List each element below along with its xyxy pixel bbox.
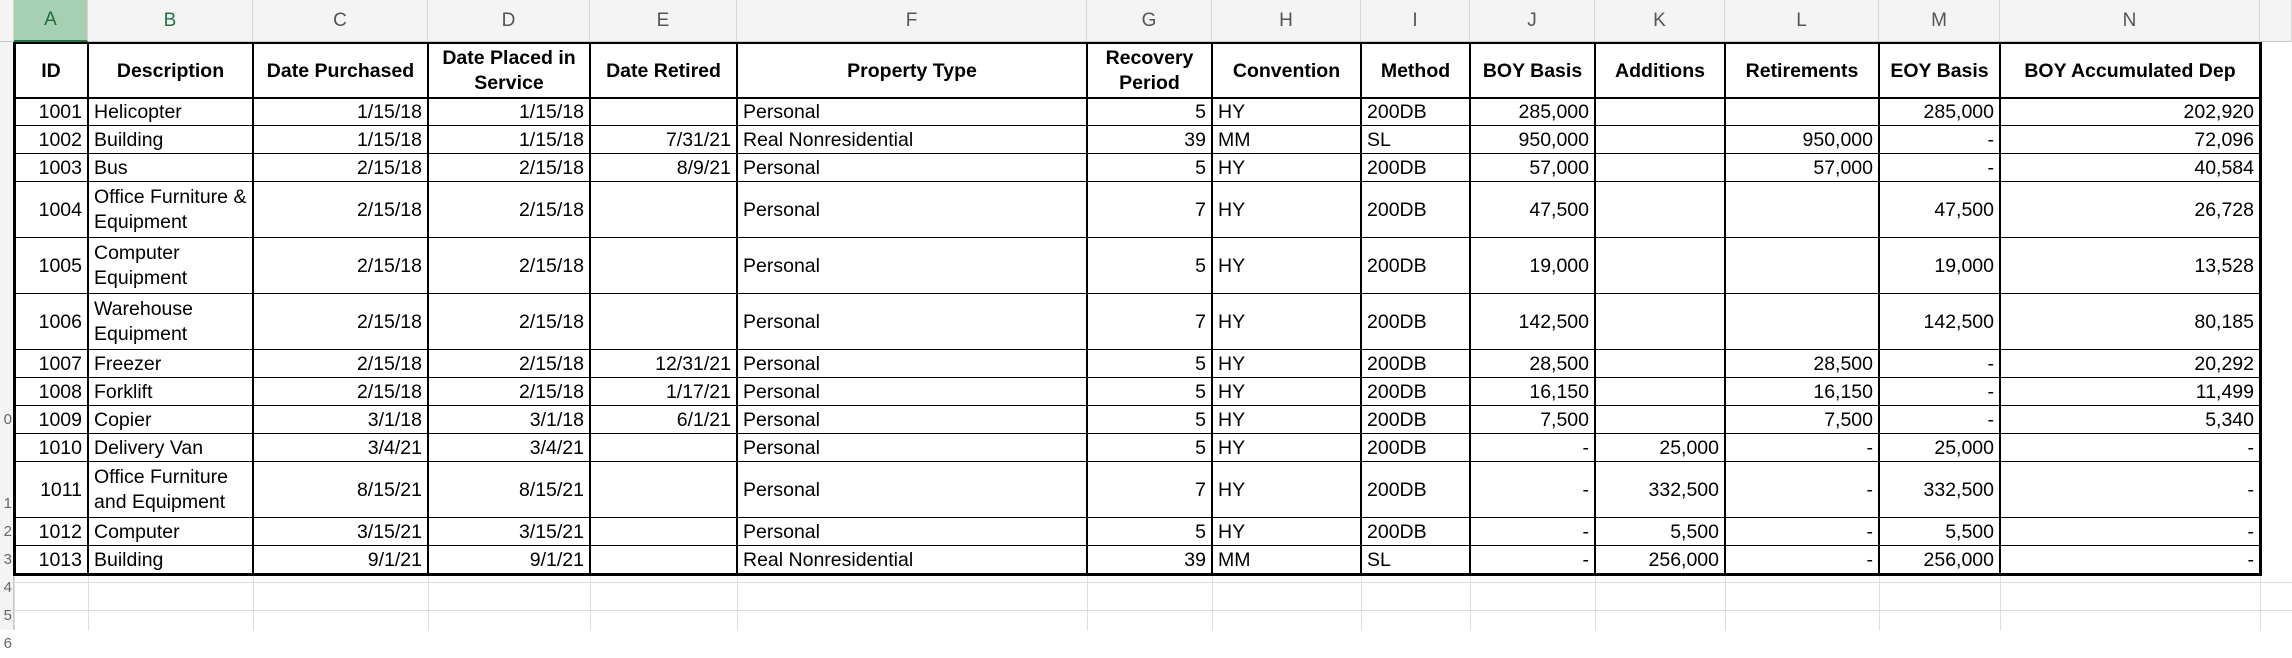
column-header-j[interactable]: J bbox=[1470, 0, 1595, 42]
cell-date-purchased[interactable]: 1/15/18 bbox=[356, 101, 422, 123]
cell-method[interactable]: 200DB bbox=[1367, 409, 1427, 431]
cell-recovery-period[interactable]: 5 bbox=[1195, 353, 1206, 375]
row-number[interactable]: 3 bbox=[3, 551, 12, 568]
header-cell-date-placed-in-service[interactable]: Date Placed in Service bbox=[442, 47, 576, 94]
cell-date-placed-in-service[interactable]: 2/15/18 bbox=[518, 353, 584, 375]
cell-retirements[interactable]: - bbox=[1866, 521, 1873, 543]
cell-description[interactable]: Computer Equipment bbox=[94, 242, 188, 289]
cell-method[interactable]: 200DB bbox=[1367, 479, 1427, 501]
cell-date-purchased[interactable]: 2/15/18 bbox=[356, 381, 422, 403]
header-cell-retirements[interactable]: Retirements bbox=[1745, 59, 1859, 82]
cell-method[interactable]: 200DB bbox=[1367, 381, 1427, 403]
row-border bbox=[14, 125, 2262, 126]
cell-recovery-period[interactable]: 5 bbox=[1195, 521, 1206, 543]
cell-retirements[interactable]: - bbox=[1866, 479, 1873, 501]
column-header-b[interactable]: B bbox=[88, 0, 253, 42]
cell-date-placed-in-service[interactable]: 2/15/18 bbox=[518, 157, 584, 179]
column-header-a[interactable]: A bbox=[14, 0, 88, 42]
cell-additions[interactable] bbox=[1595, 378, 1725, 406]
cell-recovery-period[interactable]: 5 bbox=[1195, 157, 1206, 179]
cell-id[interactable]: 1007 bbox=[38, 353, 82, 375]
cell-method[interactable]: 200DB bbox=[1367, 311, 1427, 333]
cell-convention[interactable]: HY bbox=[1218, 353, 1246, 375]
cell-eoy-basis[interactable]: 25,000 bbox=[1934, 437, 1994, 459]
cell-date-purchased[interactable]: 2/15/18 bbox=[356, 311, 422, 333]
cell-retirements[interactable]: 7,500 bbox=[1824, 409, 1873, 431]
cell-eoy-basis[interactable]: - bbox=[1987, 409, 1994, 431]
column-header-c[interactable]: C bbox=[253, 0, 428, 42]
cell-property-type[interactable]: Personal bbox=[743, 101, 820, 123]
select-all-corner[interactable] bbox=[0, 0, 14, 42]
column-header-n[interactable]: N bbox=[2000, 0, 2260, 42]
cell-retirements[interactable]: - bbox=[1866, 437, 1873, 459]
cell-description[interactable]: Warehouse Equipment bbox=[94, 298, 193, 345]
cell-date-purchased[interactable]: 1/15/18 bbox=[356, 129, 422, 151]
cell-eoy-basis[interactable]: 142,500 bbox=[1923, 311, 1994, 333]
cell-date-placed-in-service[interactable]: 3/1/18 bbox=[529, 409, 584, 431]
cell-recovery-period[interactable]: 7 bbox=[1195, 479, 1206, 501]
cell-description[interactable]: Building bbox=[94, 129, 164, 151]
cell-additions[interactable] bbox=[1595, 294, 1725, 350]
cell-date-retired[interactable]: 12/31/21 bbox=[655, 353, 731, 375]
cell-eoy-basis[interactable]: - bbox=[1987, 381, 1994, 403]
cell-boy-basis[interactable]: 47,500 bbox=[1529, 199, 1589, 221]
cell-boy-accumulated-dep[interactable]: - bbox=[2247, 437, 2254, 459]
cell-recovery-period[interactable]: 5 bbox=[1195, 255, 1206, 277]
header-cell-id[interactable]: ID bbox=[41, 59, 61, 82]
cell-id[interactable]: 1008 bbox=[38, 381, 82, 403]
cell-date-retired[interactable]: 8/9/21 bbox=[676, 157, 731, 179]
cell-method[interactable]: 200DB bbox=[1367, 353, 1427, 375]
row-border bbox=[14, 237, 2262, 238]
cell-description[interactable]: Delivery Van bbox=[94, 437, 204, 459]
cell-convention[interactable]: MM bbox=[1218, 129, 1251, 151]
gridline-h bbox=[14, 582, 2292, 583]
row-number[interactable]: 2 bbox=[3, 523, 12, 540]
cell-id[interactable]: 1001 bbox=[38, 101, 82, 123]
cell-recovery-period[interactable]: 5 bbox=[1195, 381, 1206, 403]
column-header-f[interactable]: F bbox=[737, 0, 1087, 42]
header-cell-date-retired[interactable]: Date Retired bbox=[606, 59, 721, 82]
cell-date-retired[interactable] bbox=[590, 294, 737, 350]
cell-date-retired[interactable]: 6/1/21 bbox=[676, 409, 731, 431]
cell-convention[interactable]: HY bbox=[1218, 521, 1246, 543]
cell-property-type[interactable]: Personal bbox=[743, 353, 820, 375]
cell-recovery-period[interactable]: 7 bbox=[1195, 199, 1206, 221]
table-border-v bbox=[736, 42, 738, 576]
cell-boy-basis[interactable]: 28,500 bbox=[1529, 353, 1589, 375]
cell-boy-accumulated-dep[interactable]: 20,292 bbox=[2194, 353, 2254, 375]
table-border-v bbox=[2259, 42, 2262, 576]
cell-eoy-basis[interactable]: - bbox=[1987, 129, 1994, 151]
row-border bbox=[14, 545, 2262, 546]
cell-date-placed-in-service[interactable]: 3/15/21 bbox=[518, 521, 584, 543]
cell-date-retired[interactable] bbox=[590, 98, 737, 126]
cell-eoy-basis[interactable]: 332,500 bbox=[1923, 479, 1994, 501]
cell-retirements[interactable] bbox=[1725, 238, 1879, 294]
cell-eoy-basis[interactable]: 256,000 bbox=[1923, 549, 1994, 571]
header-cell-description[interactable]: Description bbox=[116, 59, 225, 82]
cell-date-purchased[interactable]: 2/15/18 bbox=[356, 157, 422, 179]
cell-recovery-period[interactable]: 7 bbox=[1195, 311, 1206, 333]
cell-method[interactable]: 200DB bbox=[1367, 157, 1427, 179]
cell-boy-accumulated-dep[interactable]: - bbox=[2247, 549, 2254, 571]
column-header-i[interactable]: I bbox=[1361, 0, 1470, 42]
header-cell-boy-basis[interactable]: BOY Basis bbox=[1482, 59, 1583, 82]
cell-property-type[interactable]: Personal bbox=[743, 199, 820, 221]
cell-property-type[interactable]: Personal bbox=[743, 521, 820, 543]
table-border-v bbox=[1878, 42, 1880, 576]
cell-date-placed-in-service[interactable]: 9/1/21 bbox=[529, 549, 584, 571]
cell-additions[interactable]: 256,000 bbox=[1648, 549, 1719, 571]
column-header-g[interactable]: G bbox=[1087, 0, 1212, 42]
cell-retirements[interactable] bbox=[1725, 294, 1879, 350]
row-number[interactable]: 5 bbox=[3, 607, 12, 624]
table-border-top bbox=[14, 42, 2262, 44]
cell-additions[interactable] bbox=[1595, 154, 1725, 182]
cell-boy-basis[interactable]: 285,000 bbox=[1518, 101, 1589, 123]
cell-boy-accumulated-dep[interactable]: 26,728 bbox=[2194, 199, 2254, 221]
cell-date-purchased[interactable]: 3/4/21 bbox=[367, 437, 422, 459]
cell-property-type[interactable]: Real Nonresidential bbox=[743, 129, 914, 151]
cell-date-placed-in-service[interactable]: 1/15/18 bbox=[518, 101, 584, 123]
table-border-v bbox=[1469, 42, 1471, 576]
cell-property-type[interactable]: Personal bbox=[743, 381, 820, 403]
row-border bbox=[14, 517, 2262, 518]
cell-id[interactable]: 1012 bbox=[38, 521, 82, 543]
gridline-h bbox=[14, 610, 2292, 611]
row-border bbox=[14, 349, 2262, 350]
cell-convention[interactable]: HY bbox=[1218, 199, 1246, 221]
cell-description[interactable]: Forklift bbox=[94, 381, 153, 403]
cell-date-placed-in-service[interactable]: 1/15/18 bbox=[518, 129, 584, 151]
cell-id[interactable]: 1011 bbox=[40, 479, 82, 501]
table-border-v bbox=[589, 42, 591, 576]
cell-date-retired[interactable] bbox=[590, 238, 737, 294]
cell-boy-accumulated-dep[interactable]: 13,528 bbox=[2194, 255, 2254, 277]
cell-property-type[interactable]: Personal bbox=[743, 311, 820, 333]
cell-date-placed-in-service[interactable]: 2/15/18 bbox=[518, 311, 584, 333]
cell-retirements[interactable] bbox=[1725, 98, 1879, 126]
row-border bbox=[14, 377, 2262, 378]
column-header-k[interactable]: K bbox=[1595, 0, 1725, 42]
cell-description[interactable]: Helicopter bbox=[94, 101, 182, 123]
header-cell-convention[interactable]: Convention bbox=[1232, 59, 1341, 82]
table-border-v bbox=[1999, 42, 2001, 576]
column-header-h[interactable]: H bbox=[1212, 0, 1361, 42]
table-border-v bbox=[1360, 42, 1362, 576]
cell-eoy-basis[interactable]: - bbox=[1987, 353, 1994, 375]
cell-recovery-period[interactable]: 5 bbox=[1195, 437, 1206, 459]
cell-description[interactable]: Building bbox=[94, 549, 164, 571]
header-bottom-border bbox=[14, 97, 2262, 99]
table-border-v bbox=[1594, 42, 1596, 576]
cell-id[interactable]: 1005 bbox=[38, 255, 82, 277]
cell-retirements[interactable]: 950,000 bbox=[1802, 129, 1873, 151]
cell-boy-basis[interactable]: - bbox=[1582, 437, 1589, 459]
cell-additions[interactable] bbox=[1595, 126, 1725, 154]
cell-convention[interactable]: HY bbox=[1218, 255, 1246, 277]
cell-eoy-basis[interactable]: 285,000 bbox=[1923, 101, 1994, 123]
cell-boy-basis[interactable]: 7,500 bbox=[1540, 409, 1589, 431]
table-border-v bbox=[1086, 42, 1088, 576]
row-border bbox=[14, 405, 2262, 406]
cell-boy-accumulated-dep[interactable]: - bbox=[2247, 521, 2254, 543]
header-cell-date-purchased[interactable]: Date Purchased bbox=[266, 59, 415, 82]
cell-additions[interactable]: 332,500 bbox=[1648, 479, 1719, 501]
cell-convention[interactable]: MM bbox=[1218, 549, 1251, 571]
cell-recovery-period[interactable]: 5 bbox=[1195, 101, 1206, 123]
column-header-filler bbox=[2260, 0, 2292, 42]
cell-method[interactable]: 200DB bbox=[1367, 101, 1427, 123]
cell-property-type[interactable]: Personal bbox=[743, 409, 820, 431]
table-border-v bbox=[427, 42, 429, 576]
cell-eoy-basis[interactable]: 5,500 bbox=[1945, 521, 1994, 543]
cell-boy-accumulated-dep[interactable]: 11,499 bbox=[2195, 381, 2254, 403]
cell-date-retired[interactable] bbox=[590, 546, 737, 574]
cell-retirements[interactable] bbox=[1725, 182, 1879, 238]
cell-id[interactable]: 1010 bbox=[38, 437, 82, 459]
cell-convention[interactable]: HY bbox=[1218, 157, 1246, 179]
cell-id[interactable]: 1002 bbox=[38, 129, 82, 151]
cell-date-purchased[interactable]: 9/1/21 bbox=[367, 549, 422, 571]
row-number[interactable]: 6 bbox=[3, 635, 12, 652]
cell-convention[interactable]: HY bbox=[1218, 437, 1246, 459]
cell-description[interactable]: Computer bbox=[94, 521, 180, 543]
cell-description[interactable]: Office Furniture & Equipment bbox=[94, 186, 247, 233]
table-border-v bbox=[87, 42, 89, 576]
cell-date-placed-in-service[interactable]: 3/4/21 bbox=[529, 437, 584, 459]
cell-boy-accumulated-dep[interactable]: 72,096 bbox=[2194, 129, 2254, 151]
cell-boy-accumulated-dep[interactable]: 5,340 bbox=[2205, 409, 2254, 431]
cell-additions[interactable] bbox=[1595, 182, 1725, 238]
cell-date-retired[interactable]: 7/31/21 bbox=[665, 129, 731, 151]
cell-id[interactable]: 1009 bbox=[38, 409, 82, 431]
cell-boy-basis[interactable]: - bbox=[1582, 521, 1589, 543]
row-border bbox=[14, 153, 2262, 154]
table-border-bottom bbox=[14, 573, 2262, 576]
cell-id[interactable]: 1013 bbox=[38, 549, 82, 571]
cell-method[interactable]: SL bbox=[1367, 129, 1391, 151]
cell-property-type[interactable]: Personal bbox=[743, 255, 820, 277]
cell-date-retired[interactable]: 1/17/21 bbox=[665, 381, 731, 403]
cell-additions[interactable] bbox=[1595, 350, 1725, 378]
cell-description[interactable]: Copier bbox=[94, 409, 152, 431]
cell-id[interactable]: 1003 bbox=[38, 157, 82, 179]
cell-additions[interactable] bbox=[1595, 238, 1725, 294]
cell-boy-accumulated-dep[interactable]: 40,584 bbox=[2194, 157, 2254, 179]
cell-method[interactable]: SL bbox=[1367, 549, 1391, 571]
cell-eoy-basis[interactable]: - bbox=[1987, 157, 1994, 179]
cell-boy-accumulated-dep[interactable]: - bbox=[2247, 479, 2254, 501]
cell-boy-basis[interactable]: - bbox=[1582, 479, 1589, 501]
cell-eoy-basis[interactable]: 19,000 bbox=[1934, 255, 1994, 277]
cell-date-purchased[interactable]: 2/15/18 bbox=[356, 255, 422, 277]
cell-recovery-period[interactable]: 39 bbox=[1184, 129, 1206, 151]
cell-recovery-period[interactable]: 5 bbox=[1195, 409, 1206, 431]
cell-date-purchased[interactable]: 2/15/18 bbox=[356, 353, 422, 375]
cell-date-retired[interactable] bbox=[590, 182, 737, 238]
cell-additions[interactable] bbox=[1595, 406, 1725, 434]
header-cell-method[interactable]: Method bbox=[1380, 59, 1451, 82]
cell-description[interactable]: Freezer bbox=[94, 353, 162, 375]
row-number[interactable]: 1 bbox=[3, 495, 12, 512]
cell-eoy-basis[interactable]: 47,500 bbox=[1934, 199, 1994, 221]
cell-date-purchased[interactable]: 8/15/21 bbox=[356, 479, 422, 501]
column-header-d[interactable]: D bbox=[428, 0, 590, 42]
cell-boy-basis[interactable]: 142,500 bbox=[1518, 311, 1589, 333]
cell-property-type[interactable]: Personal bbox=[743, 437, 820, 459]
cell-boy-basis[interactable]: - bbox=[1582, 549, 1589, 571]
cell-retirements[interactable]: 57,000 bbox=[1813, 157, 1873, 179]
cell-boy-accumulated-dep[interactable]: 202,920 bbox=[2183, 101, 2254, 123]
cell-additions[interactable]: 5,500 bbox=[1670, 521, 1719, 543]
header-cell-boy-accumulated-dep[interactable]: BOY Accumulated Dep bbox=[2024, 59, 2236, 82]
cell-id[interactable]: 1006 bbox=[38, 311, 82, 333]
cell-boy-accumulated-dep[interactable]: 80,185 bbox=[2194, 311, 2254, 333]
header-cell-recovery-period[interactable]: Recovery Period bbox=[1105, 47, 1194, 94]
cell-boy-basis[interactable]: 16,150 bbox=[1529, 381, 1589, 403]
row-number[interactable]: 4 bbox=[3, 579, 12, 596]
row-border bbox=[14, 293, 2262, 294]
cell-retirements[interactable]: - bbox=[1866, 549, 1873, 571]
cell-boy-basis[interactable]: 950,000 bbox=[1518, 129, 1589, 151]
cell-date-retired[interactable] bbox=[590, 434, 737, 462]
header-cell-eoy-basis[interactable]: EOY Basis bbox=[1890, 59, 1989, 82]
cell-convention[interactable]: HY bbox=[1218, 409, 1246, 431]
column-header-l[interactable]: L bbox=[1725, 0, 1879, 42]
cell-id[interactable]: 1004 bbox=[38, 199, 82, 221]
header-cell-property-type[interactable]: Property Type bbox=[847, 59, 977, 82]
row-border bbox=[14, 433, 2262, 434]
cell-description[interactable]: Bus bbox=[94, 157, 128, 179]
cell-additions[interactable] bbox=[1595, 98, 1725, 126]
cell-date-placed-in-service[interactable]: 2/15/18 bbox=[518, 255, 584, 277]
table-border-v bbox=[252, 42, 254, 576]
cell-method[interactable]: 200DB bbox=[1367, 437, 1427, 459]
cell-retirements[interactable]: 28,500 bbox=[1813, 353, 1873, 375]
cell-convention[interactable]: HY bbox=[1218, 101, 1246, 123]
cell-property-type[interactable]: Personal bbox=[743, 479, 820, 501]
cell-convention[interactable]: HY bbox=[1218, 311, 1246, 333]
header-cell-additions[interactable]: Additions bbox=[1615, 59, 1705, 82]
cell-convention[interactable]: HY bbox=[1218, 381, 1246, 403]
cell-retirements[interactable]: 16,150 bbox=[1813, 381, 1873, 403]
cell-date-placed-in-service[interactable]: 2/15/18 bbox=[518, 381, 584, 403]
row-number[interactable]: 0 bbox=[3, 411, 12, 428]
cell-method[interactable]: 200DB bbox=[1367, 255, 1427, 277]
cell-date-placed-in-service[interactable]: 2/15/18 bbox=[518, 199, 584, 221]
cell-date-purchased[interactable]: 3/1/18 bbox=[367, 409, 422, 431]
cell-recovery-period[interactable]: 39 bbox=[1184, 549, 1206, 571]
cell-description[interactable]: Office Furniture and Equipment bbox=[94, 466, 229, 513]
cell-property-type[interactable]: Personal bbox=[743, 157, 820, 179]
cell-date-placed-in-service[interactable]: 8/15/21 bbox=[518, 479, 584, 501]
row-border bbox=[14, 181, 2262, 182]
cell-method[interactable]: 200DB bbox=[1367, 199, 1427, 221]
cell-method[interactable]: 200DB bbox=[1367, 521, 1427, 543]
table-border-v bbox=[1211, 42, 1213, 576]
cell-boy-basis[interactable]: 57,000 bbox=[1529, 157, 1589, 179]
table-border-v bbox=[1724, 42, 1726, 576]
cell-additions[interactable]: 25,000 bbox=[1659, 437, 1719, 459]
cell-convention[interactable]: HY bbox=[1218, 479, 1246, 501]
cell-date-retired[interactable] bbox=[590, 462, 737, 518]
cell-property-type[interactable]: Real Nonresidential bbox=[743, 549, 914, 571]
cell-date-purchased[interactable]: 3/15/21 bbox=[356, 521, 422, 543]
column-header-m[interactable]: M bbox=[1879, 0, 2000, 42]
row-border bbox=[14, 461, 2262, 462]
column-header-e[interactable]: E bbox=[590, 0, 737, 42]
cell-date-purchased[interactable]: 2/15/18 bbox=[356, 199, 422, 221]
cell-date-retired[interactable] bbox=[590, 518, 737, 546]
cell-boy-basis[interactable]: 19,000 bbox=[1529, 255, 1589, 277]
